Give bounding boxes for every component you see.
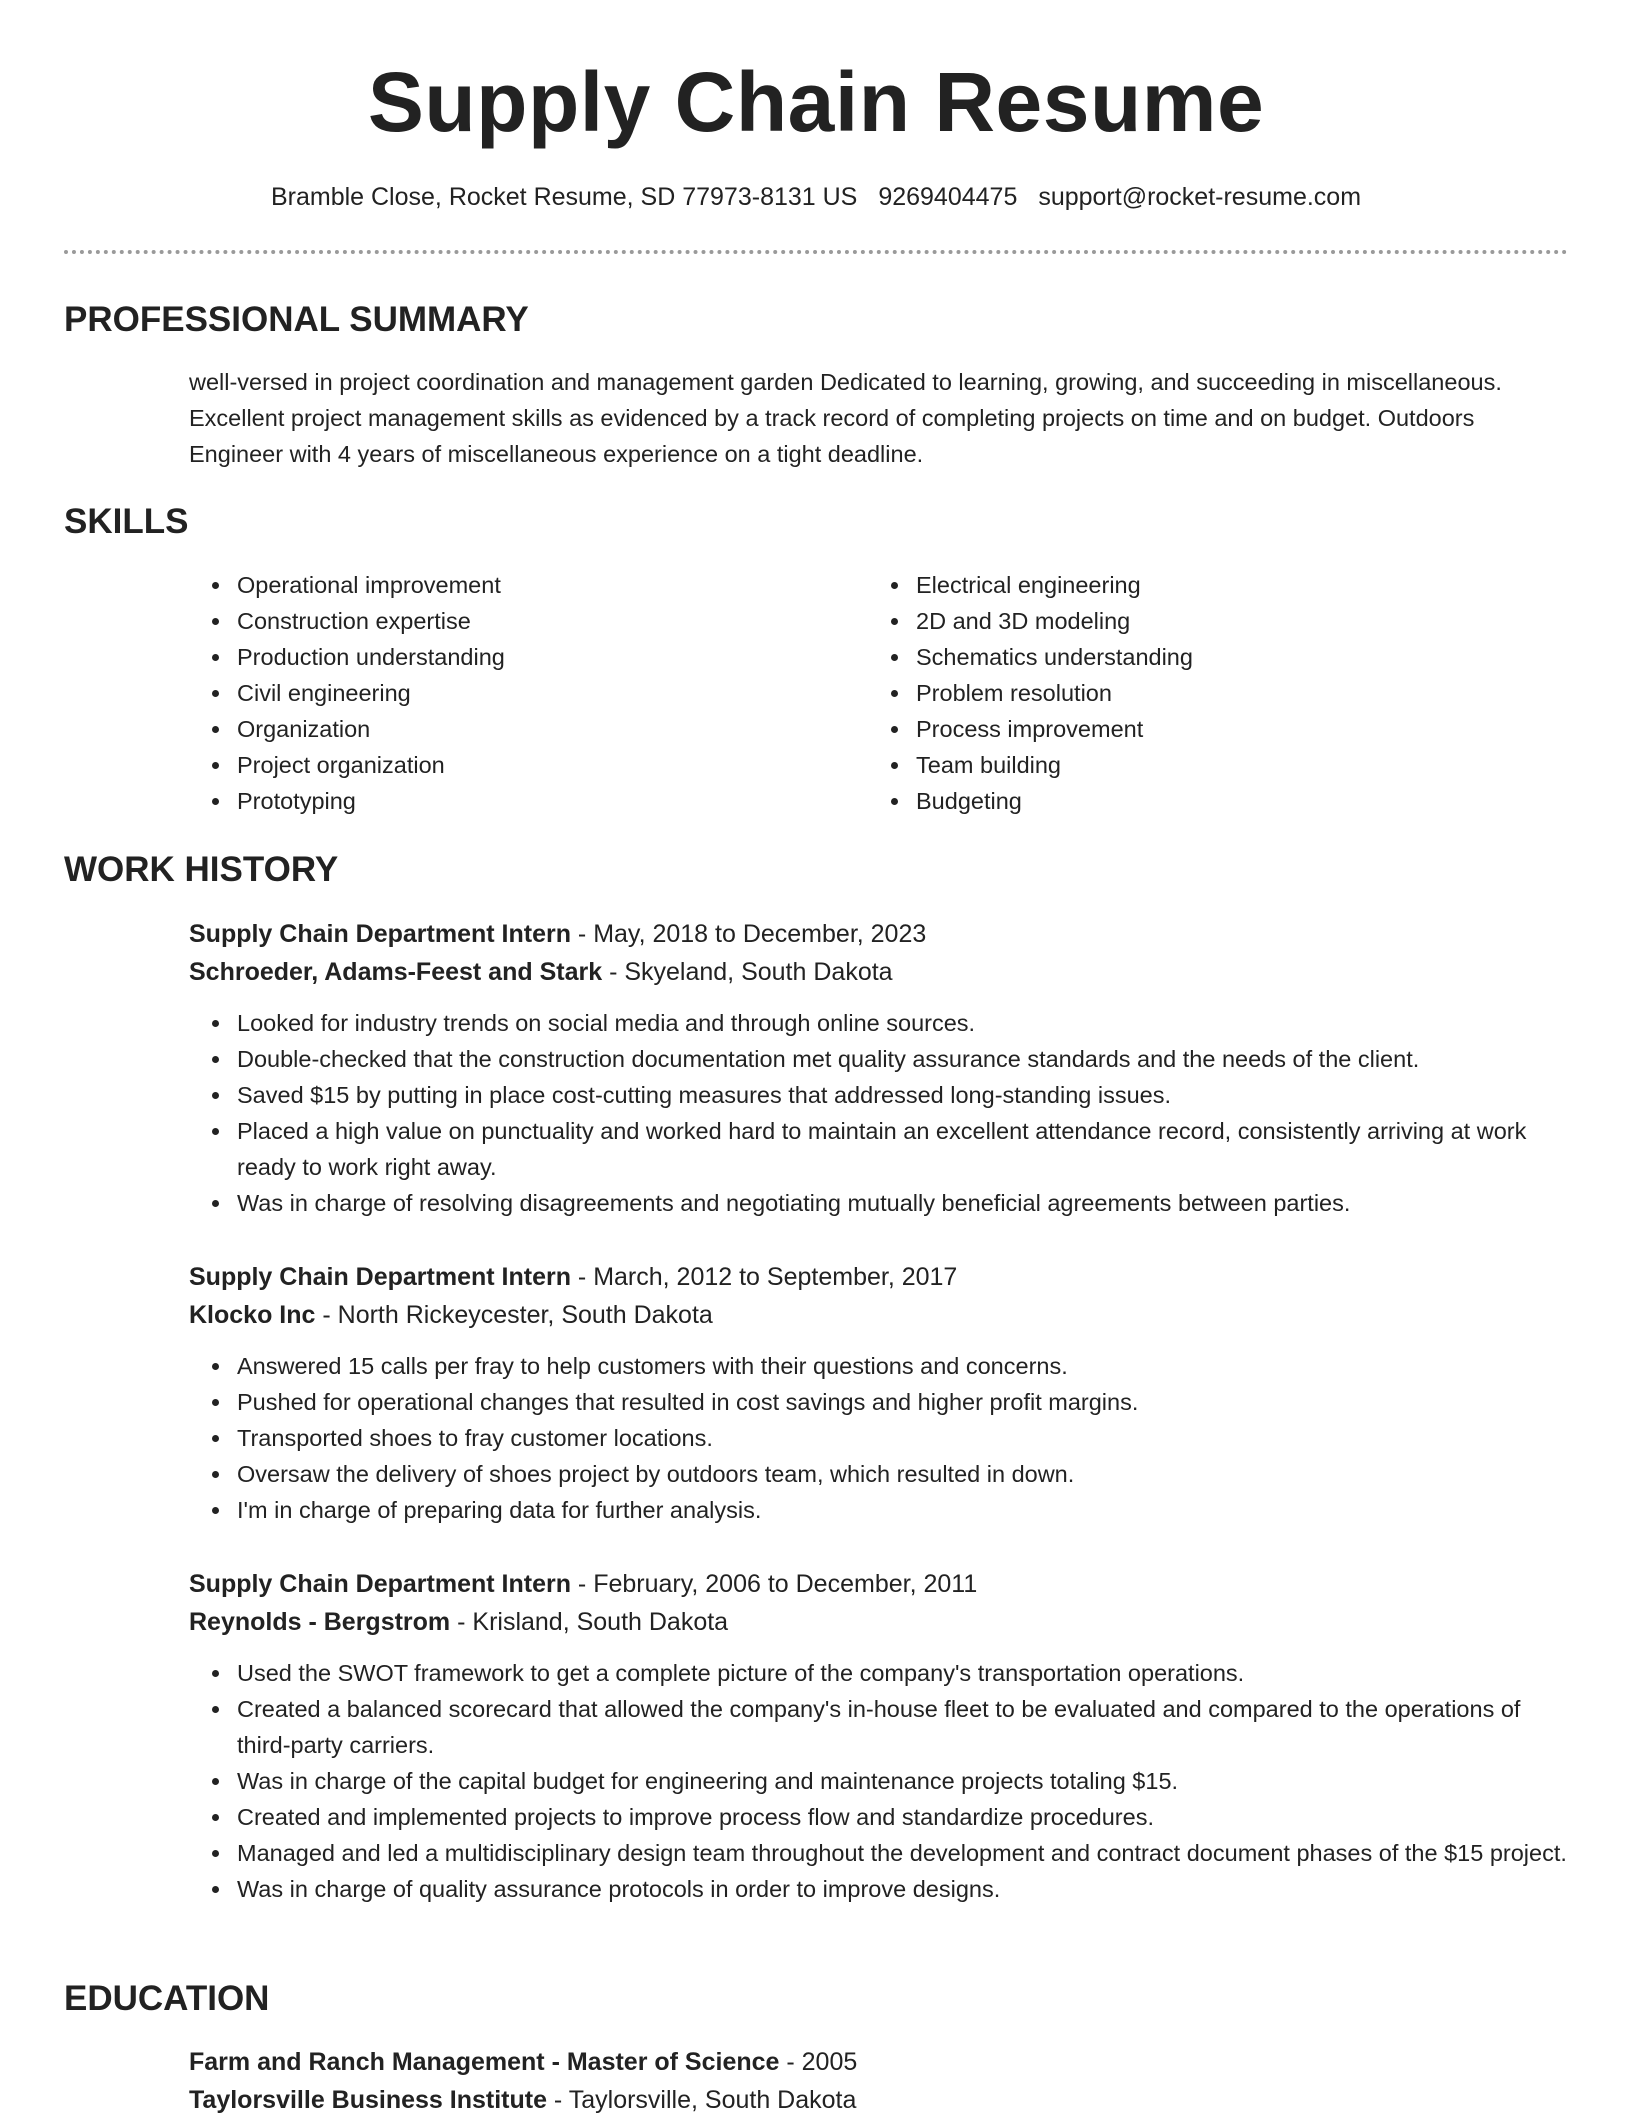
contact-line [0, 180, 1632, 214]
job-dates: - February, 2006 to December, 2011 [570, 1570, 978, 1598]
skill-item: • Organization [233, 711, 505, 747]
skill-item: • Project organization [233, 747, 505, 783]
job-bullet: • Created and implemented projects to improve process flow and standardize procedures. [233, 1799, 1569, 1835]
job-bullet: • Was in charge of the capital budget for engineering and maintenance projects totaling $15. [233, 1763, 1569, 1799]
job-location: - Krisland, South Dakota [450, 1608, 729, 1636]
job-bullet: • Looked for industry trends on social media and through online sources. [233, 1005, 1569, 1041]
job-location: - North Rickeycester, South Dakota [315, 1301, 713, 1329]
skill-item: • Production understanding [233, 639, 505, 675]
job-entry [189, 1258, 1569, 1528]
job-bullet: • Transported shoes to fray customer locations. [233, 1420, 1569, 1456]
skill-item: • Schematics understanding [912, 639, 1193, 675]
job-bullet: • Placed a high value on punctuality and worked hard to maintain an excellent attendance record, consistently arriving at work ready to work right away. [233, 1113, 1569, 1185]
job-company: Klocko Inc [189, 1301, 316, 1329]
job-location: - Skyeland, South Dakota [602, 958, 893, 986]
job-company-line [189, 1603, 1569, 1641]
header-divider [64, 250, 1568, 254]
job-bullet: • Pushed for operational changes that resulted in cost savings and higher profit margins. [233, 1384, 1569, 1420]
education-entry [189, 2043, 1569, 2119]
job-bullet: • Saved $15 by putting in place cost-cutting measures that addressed long-standing issues. [233, 1077, 1569, 1113]
job-role: Supply Chain Department Intern [189, 1263, 571, 1291]
job-title-line [189, 1258, 1569, 1296]
contact-phone: 9269404475 [878, 183, 1018, 211]
job-company: Reynolds - Bergstrom [189, 1608, 451, 1636]
job-company: Schroeder, Adams-Feest and Stark [189, 958, 603, 986]
skill-item: • Problem resolution [912, 675, 1193, 711]
resume-title: Supply Chain Resume [367, 55, 1265, 149]
skill-item: • Construction expertise [233, 603, 505, 639]
job-title-line [189, 1565, 1569, 1603]
job-dates: - March, 2012 to September, 2017 [570, 1263, 958, 1291]
summary-heading: PROFESSIONAL SUMMARY [64, 300, 529, 339]
skills-list-right [868, 567, 1193, 819]
job-bullet: • Double-checked that the construction documentation met quality assurance standards and the needs of the client. [233, 1041, 1569, 1077]
job-bullet: • Was in charge of resolving disagreements and negotiating mutually beneficial agreements between parties. [233, 1185, 1569, 1221]
skill-item: • Operational improvement [233, 567, 505, 603]
work-heading: WORK HISTORY [64, 850, 339, 889]
job-bullet: • Managed and led a multidisciplinary design team throughout the development and contract document phases of the $15 project. [233, 1835, 1569, 1871]
education-location: - Taylorsville, South Dakota [546, 2086, 857, 2114]
education-school-line [189, 2081, 1569, 2119]
job-bullet: • Created a balanced scorecard that allowed the company's in-house fleet to be evaluated and compared to the operations of third-party carriers. [233, 1691, 1569, 1763]
skill-item: • Budgeting [912, 783, 1193, 819]
skills-heading: SKILLS [64, 502, 189, 541]
skills-list-left [189, 567, 505, 819]
contact-email: support@rocket-resume.com [1038, 183, 1362, 211]
education-year: - 2005 [779, 2048, 858, 2076]
job-bullets [189, 1005, 1569, 1221]
job-bullet: • I'm in charge of preparing data for further analysis. [233, 1492, 1569, 1528]
job-dates: - May, 2018 to December, 2023 [570, 920, 927, 948]
job-entry [189, 1565, 1569, 1907]
job-bullet: • Answered 15 calls per fray to help customers with their questions and concerns. [233, 1348, 1569, 1384]
job-company-line [189, 953, 1569, 991]
skill-item: • Electrical engineering [912, 567, 1193, 603]
job-company-line [189, 1296, 1569, 1334]
job-title-line [189, 915, 1569, 953]
education-degree-line [189, 2043, 1569, 2081]
skill-item: • Prototyping [233, 783, 505, 819]
job-bullet: • Was in charge of quality assurance protocols in order to improve designs. [233, 1871, 1569, 1907]
job-bullets [189, 1655, 1569, 1907]
education-school: Taylorsville Business Institute [189, 2086, 547, 2114]
skill-item: • 2D and 3D modeling [912, 603, 1193, 639]
skill-item: • Civil engineering [233, 675, 505, 711]
job-bullet: • Used the SWOT framework to get a complete picture of the company's transportation operations. [233, 1655, 1569, 1691]
job-entry [189, 915, 1569, 1221]
job-role: Supply Chain Department Intern [189, 1570, 571, 1598]
job-bullets [189, 1348, 1569, 1528]
job-bullet: • Oversaw the delivery of shoes project by outdoors team, which resulted in down. [233, 1456, 1569, 1492]
summary-text: well-versed in project coordination and management garden Dedicated to learning, growing, and succeeding in miscellaneous. Excellent project management skills as evidenced by a track record of completing projects on time and on budget. Outdoors Engineer with 4 years of miscellaneous experience on a tight deadline. [189, 369, 1502, 467]
job-role: Supply Chain Department Intern [189, 920, 571, 948]
skill-item: • Process improvement [912, 711, 1193, 747]
contact-address: Bramble Close, Rocket Resume, SD 77973-8131 US [270, 183, 858, 211]
education-heading: EDUCATION [64, 1979, 270, 2018]
skill-item: • Team building [912, 747, 1193, 783]
education-degree: Farm and Ranch Management - Master of Science [189, 2048, 780, 2076]
